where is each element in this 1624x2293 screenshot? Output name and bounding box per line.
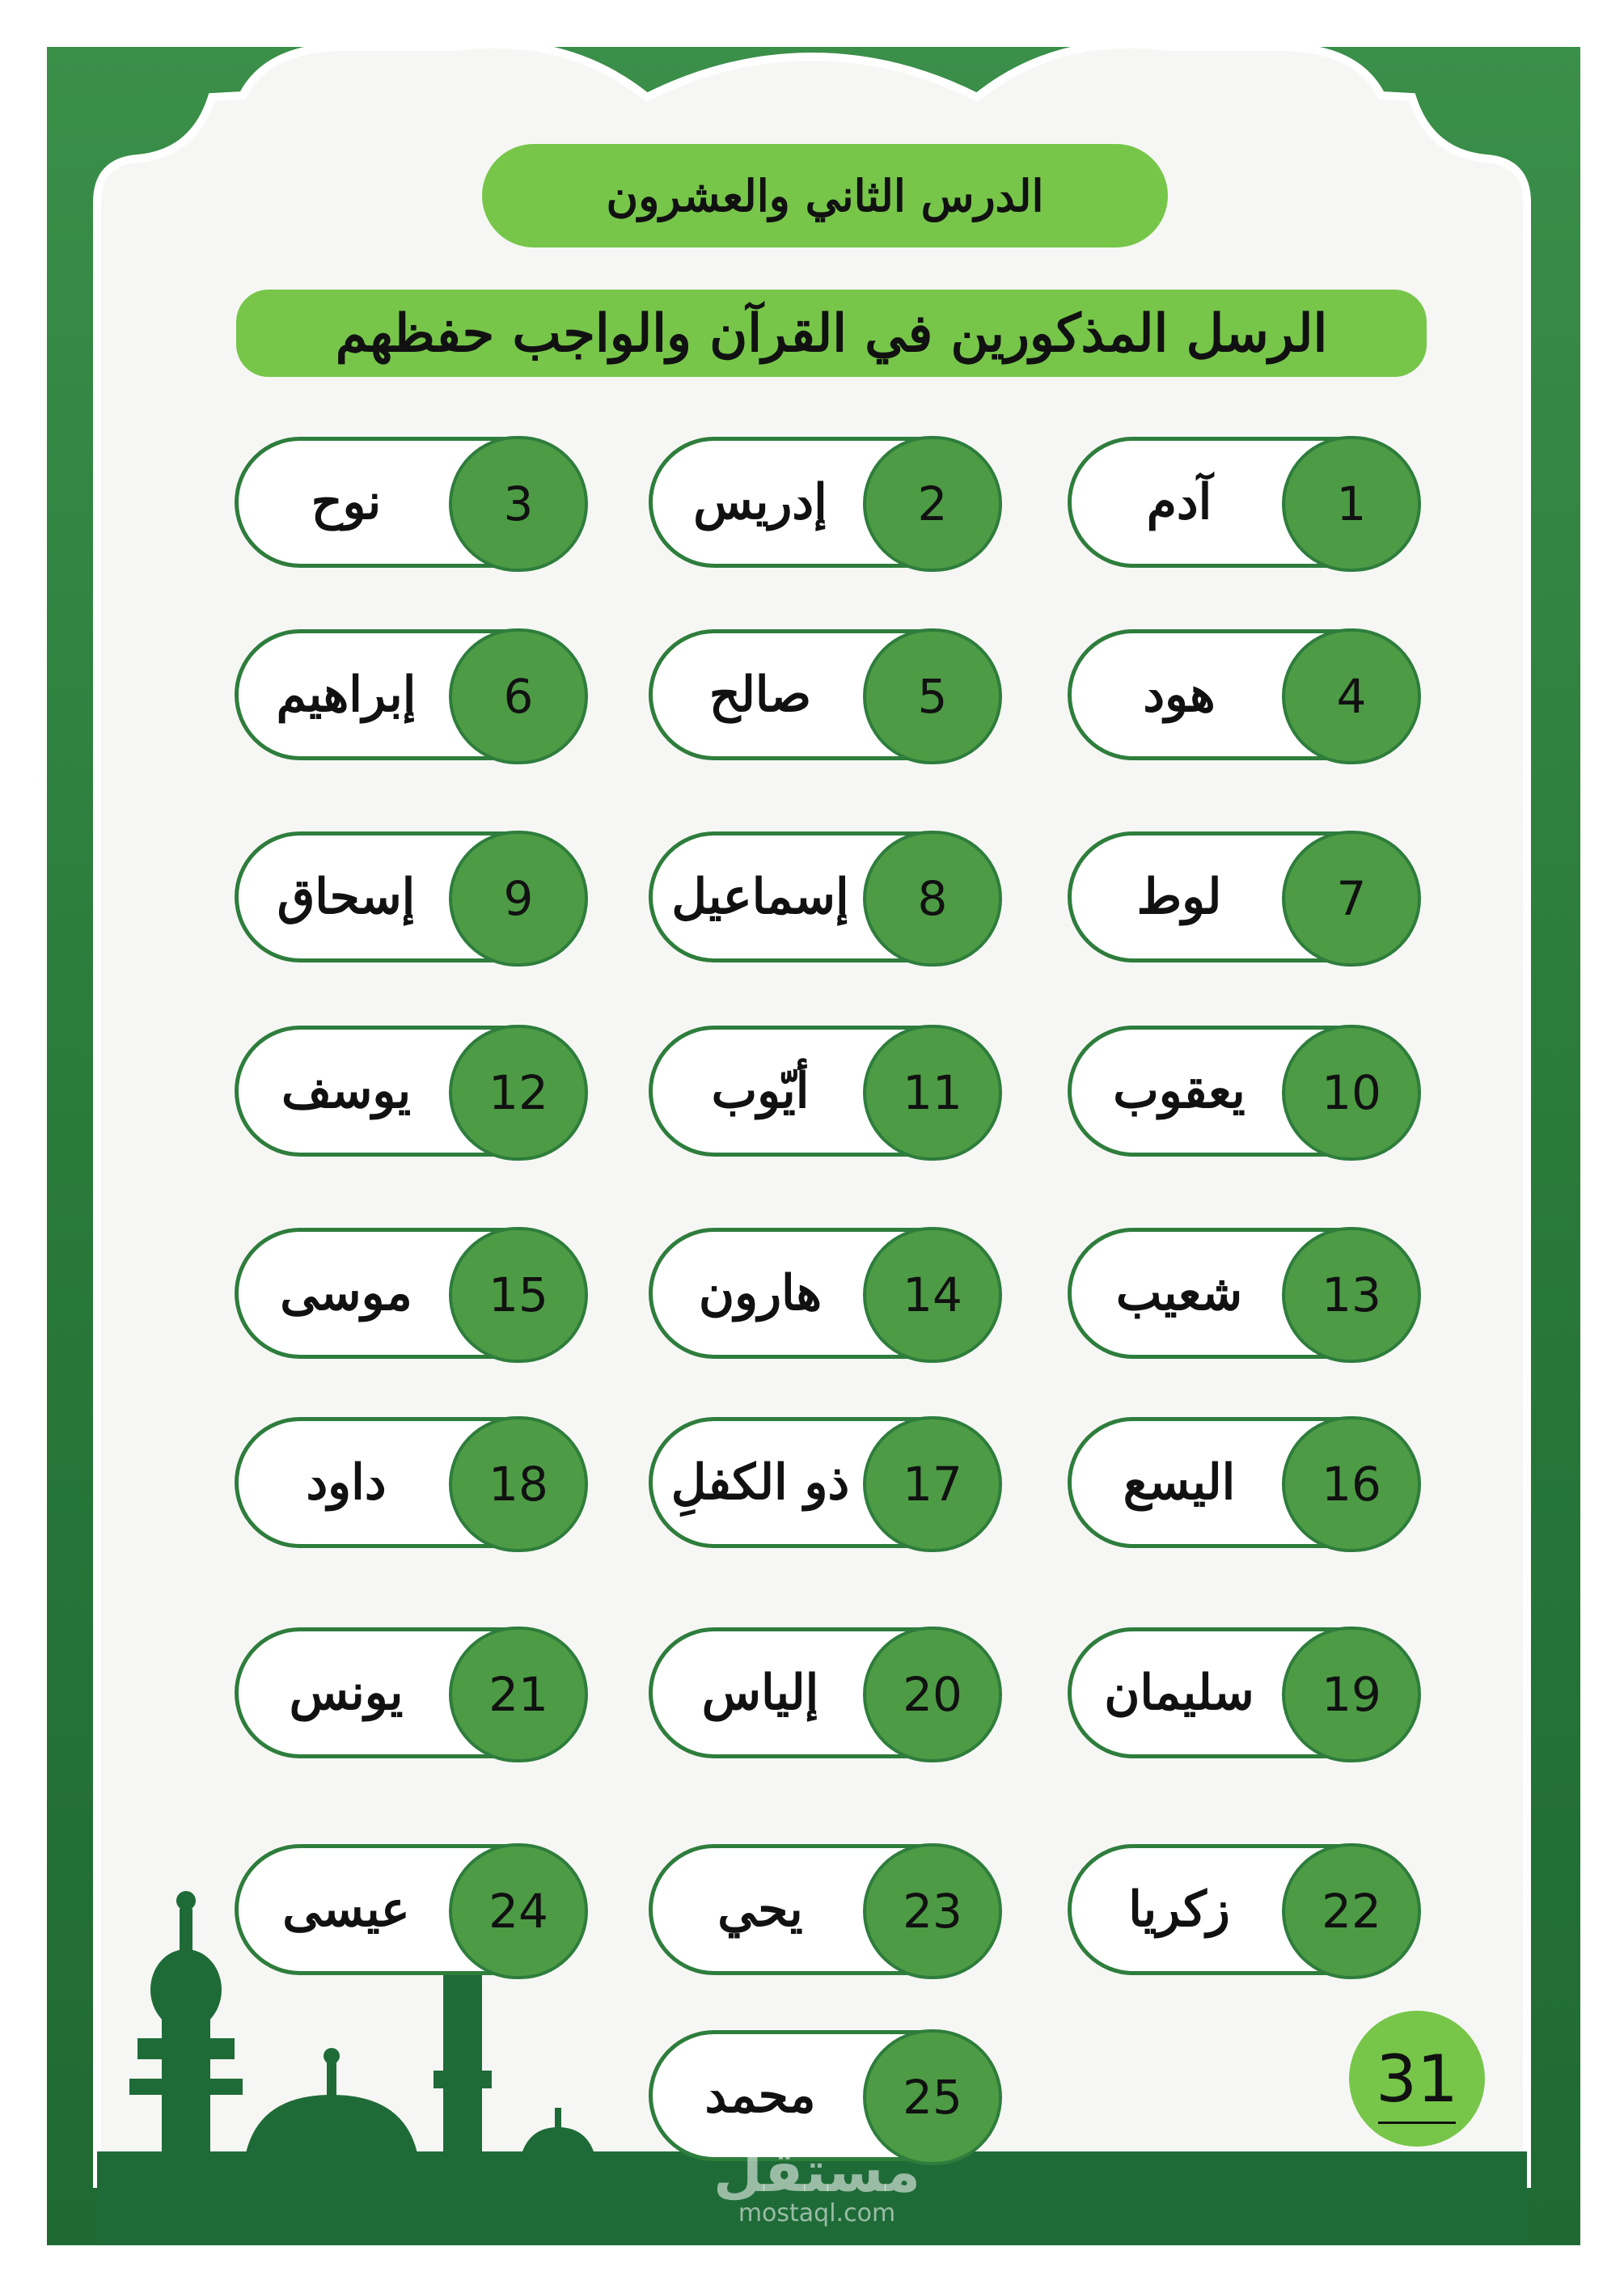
prophet-name: نوح <box>311 474 382 531</box>
prophet-name: إسحاق <box>277 869 416 925</box>
page-number: 31 <box>1376 2041 1458 2117</box>
prophet-name: محمد <box>704 2067 816 2124</box>
prophet-item <box>649 831 1001 962</box>
prophet-name: صالح <box>708 666 812 723</box>
prophet-number: 25 <box>863 2029 1002 2165</box>
prophet-name: يحي <box>717 1881 803 1938</box>
watermark-url: mostaql.com <box>738 2199 896 2227</box>
prophet-item <box>1068 1627 1420 1758</box>
watermark <box>712 2139 922 2227</box>
prophet-item <box>235 1417 587 1548</box>
prophet-name: اليسع <box>1123 1454 1236 1511</box>
prophet-name: داود <box>306 1454 387 1511</box>
page-number-underline <box>1378 2122 1456 2124</box>
prophet-number: 21 <box>449 1627 588 1762</box>
prophet-item <box>235 629 587 760</box>
prophet-item <box>649 1844 1001 1975</box>
prophet-number: 16 <box>1282 1416 1421 1552</box>
prophet-name: يوسف <box>281 1063 412 1119</box>
prophet-number: 1 <box>1282 436 1421 572</box>
prophet-number: 15 <box>449 1227 588 1363</box>
prophet-item <box>649 1417 1001 1548</box>
prophet-item <box>1068 1026 1420 1157</box>
prophet-number: 8 <box>863 831 1002 967</box>
prophet-name: إلياس <box>701 1665 819 1721</box>
prophet-number: 9 <box>449 831 588 967</box>
prophet-name: يونس <box>289 1665 404 1721</box>
prophet-item <box>235 1844 587 1975</box>
prophet-item <box>235 437 587 568</box>
prophet-name: يعقوب <box>1113 1063 1245 1119</box>
watermark-arabic: مستقل <box>713 2139 920 2205</box>
prophet-name: لوط <box>1136 869 1222 925</box>
prophet-item <box>235 1627 587 1758</box>
prophet-number: 19 <box>1282 1627 1421 1762</box>
prophet-item <box>1068 1844 1420 1975</box>
prophet-number: 14 <box>863 1227 1002 1363</box>
page-number-badge <box>1349 2011 1485 2147</box>
prophet-number: 11 <box>863 1025 1002 1161</box>
prophet-name: هارون <box>699 1265 822 1322</box>
prophet-item <box>1068 831 1420 962</box>
prophet-number: 2 <box>863 436 1002 572</box>
prophet-number: 5 <box>863 628 1002 764</box>
prophet-number: 22 <box>1282 1843 1421 1979</box>
prophet-item <box>235 1228 587 1359</box>
prophet-name: إسماعيل <box>671 869 849 925</box>
prophet-number: 24 <box>449 1843 588 1979</box>
prophet-item <box>649 1228 1001 1359</box>
prophet-item <box>1068 1417 1420 1548</box>
prophet-item <box>649 1026 1001 1157</box>
prophet-item <box>1068 437 1420 568</box>
prophet-number: 6 <box>449 628 588 764</box>
prophet-item <box>1068 629 1420 760</box>
prophet-item <box>1068 1228 1420 1359</box>
prophet-number: 23 <box>863 1843 1002 1979</box>
prophet-name: موسى <box>280 1265 412 1322</box>
prophet-number: 17 <box>863 1416 1002 1552</box>
prophet-number: 12 <box>449 1025 588 1161</box>
prophet-number: 18 <box>449 1416 588 1552</box>
prophet-item <box>235 1026 587 1157</box>
prophet-number: 4 <box>1282 628 1421 764</box>
prophet-name: آدم <box>1146 474 1212 531</box>
prophet-name: هود <box>1143 666 1216 723</box>
prophet-name: سليمان <box>1104 1665 1254 1721</box>
prophet-item <box>649 629 1001 760</box>
prophet-item <box>649 437 1001 568</box>
prophet-name: شعيب <box>1115 1265 1243 1322</box>
prophet-name: عيسى <box>282 1881 410 1938</box>
prophet-number: 3 <box>449 436 588 572</box>
prophet-name: إدريس <box>693 474 827 531</box>
prophet-number: 7 <box>1282 831 1421 967</box>
prophet-name: أيّوب <box>711 1063 810 1119</box>
lesson-title: الدرس الثاني والعشرون <box>482 144 1168 247</box>
prophet-number: 13 <box>1282 1227 1421 1363</box>
prophet-name: زكريا <box>1128 1881 1230 1938</box>
page-subtitle: الرسل المذكورين في القرآن والواجب حفظهم <box>236 290 1427 377</box>
prophet-number: 10 <box>1282 1025 1421 1161</box>
prophet-item <box>649 1627 1001 1758</box>
prophet-number: 20 <box>863 1627 1002 1762</box>
prophet-item <box>235 831 587 962</box>
prophet-name: إبراهيم <box>276 666 417 723</box>
prophet-name: ذو الكفلِ <box>670 1454 850 1511</box>
